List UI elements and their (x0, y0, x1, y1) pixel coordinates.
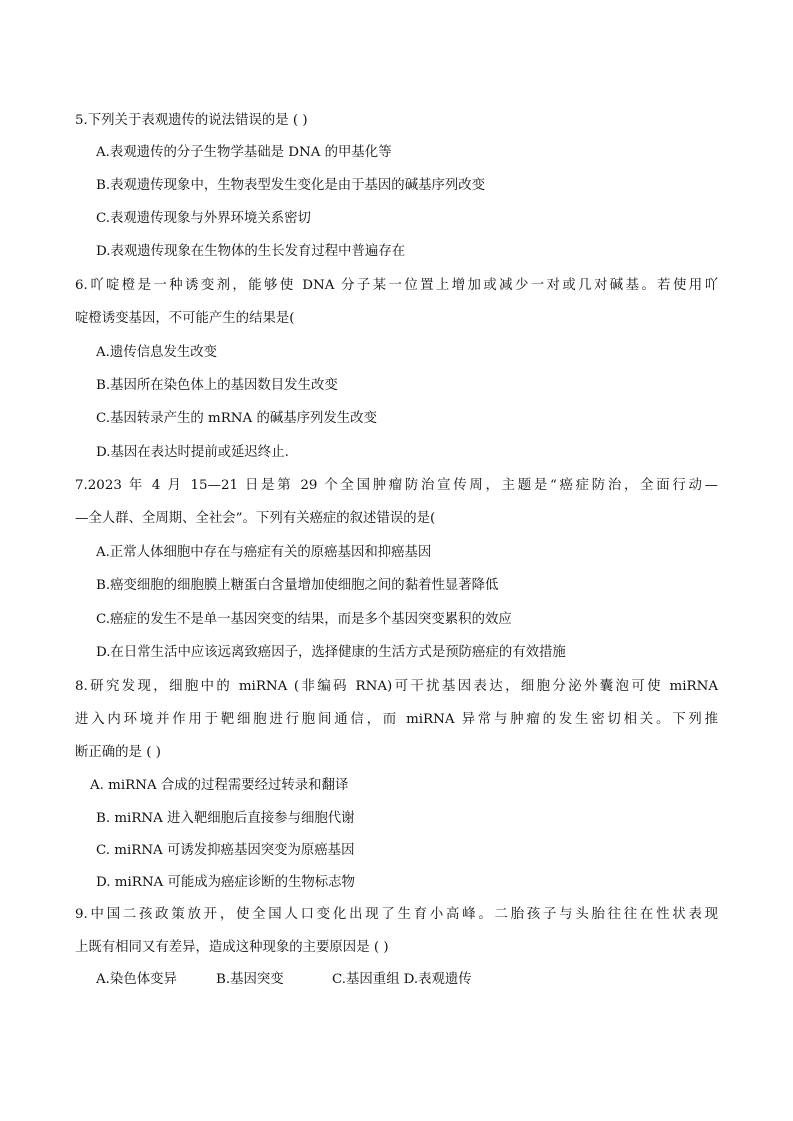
question-6-option-c: C.基因转录产生的 mRNA 的碱基序列发生改变 (96, 411, 377, 426)
question-6-option-d: D.基因在表达时提前或延迟终止. (96, 445, 289, 460)
question-9-option-c: C.基因重组 (332, 972, 400, 987)
question-6-option-b: B.基因所在染色体上的基因数目发生改变 (96, 378, 338, 393)
question-7-stem-line-2: —全人群、全周期、全社会”。下列有关癌症的叙述错误的是( (75, 511, 436, 526)
question-7-option-b: B.癌变细胞的细胞膜上糖蛋白含量增加使细胞之间的黏着性显著降低 (96, 578, 499, 593)
question-8-stem-line-1: 8.研究发现，细胞中的 miRNA (非编码 RNA)可干扰基因表达，细胞分泌外囊泡可使 miRNA (75, 679, 718, 694)
question-5-option-c: C.表观遗传现象与外界环境关系密切 (96, 211, 311, 226)
question-9-stem-line-2: 上既有相同又有差异，造成这种现象的主要原因是 ( ) (75, 940, 389, 955)
question-8-stem-line-2: 进入内环境并作用于靶细胞进行胞间通信，而 miRNA 异常与肿瘤的发生密切相关。下列推 (75, 712, 718, 727)
question-9-options-row (96, 970, 472, 990)
question-7-option-c: C.癌症的发生不是单一基因突变的结果，而是多个基因突变累积的效应 (96, 612, 512, 627)
question-9-option-b: B.基因突变 (216, 972, 284, 987)
question-8-option-b: B. miRNA 进入靶细胞后直接参与细胞代谢 (96, 811, 355, 826)
question-9-option-a: A.染色体变异 (96, 972, 177, 987)
question-9-option-d: D.表观遗传 (403, 972, 472, 987)
question-5-option-b: B.表观遗传现象中，生物表型发生变化是由于基因的碱基序列改变 (96, 178, 486, 193)
question-9-stem-line-1: 9.中国二孩政策放开，使全国人口变化出现了生育小高峰。二胎孩子与头胎往往在性状表现 (75, 907, 718, 922)
question-8-option-d: D. miRNA 可能成为癌症诊断的生物标志物 (96, 875, 355, 890)
question-7-stem-line-1: 7.2023 年 4 月 15—21 日是第 29 个全国肿瘤防治宣传周，主题是“癌症防治，全面行动— (75, 478, 718, 493)
question-5-stem: 5.下列关于表观遗传的说法错误的是 ( ) (75, 113, 308, 128)
question-8-option-a: A. miRNA 合成的过程需要经过转录和翻译 (90, 778, 349, 793)
question-7-option-a: A.正常人体细胞中存在与癌症有关的原癌基因和抑癌基因 (96, 545, 432, 560)
question-6-option-a: A.遗传信息发生改变 (96, 345, 218, 360)
question-7-option-d: D.在日常生活中应该远离致癌因子，选择健康的生活方式是预防癌症的有效措施 (96, 645, 566, 660)
question-5-option-a: A.表观遗传的分子生物学基础是 DNA 的甲基化等 (96, 145, 392, 160)
question-6-stem-line-2: 啶橙诱变基因，不可能产生的结果是( (75, 311, 295, 326)
question-5-option-d: D.表观遗传现象在生物体的生长发育过程中普遍存在 (96, 244, 406, 259)
question-8-option-c: C. miRNA 可诱发抑癌基因突变为原癌基因 (96, 843, 355, 858)
question-8-stem-line-3: 断正确的是 ( ) (75, 745, 161, 760)
question-6-stem-line-1: 6.吖啶橙是一种诱变剂，能够使 DNA 分子某一位置上增加或减少一对或几对碱基。若使用吖 (75, 278, 718, 293)
